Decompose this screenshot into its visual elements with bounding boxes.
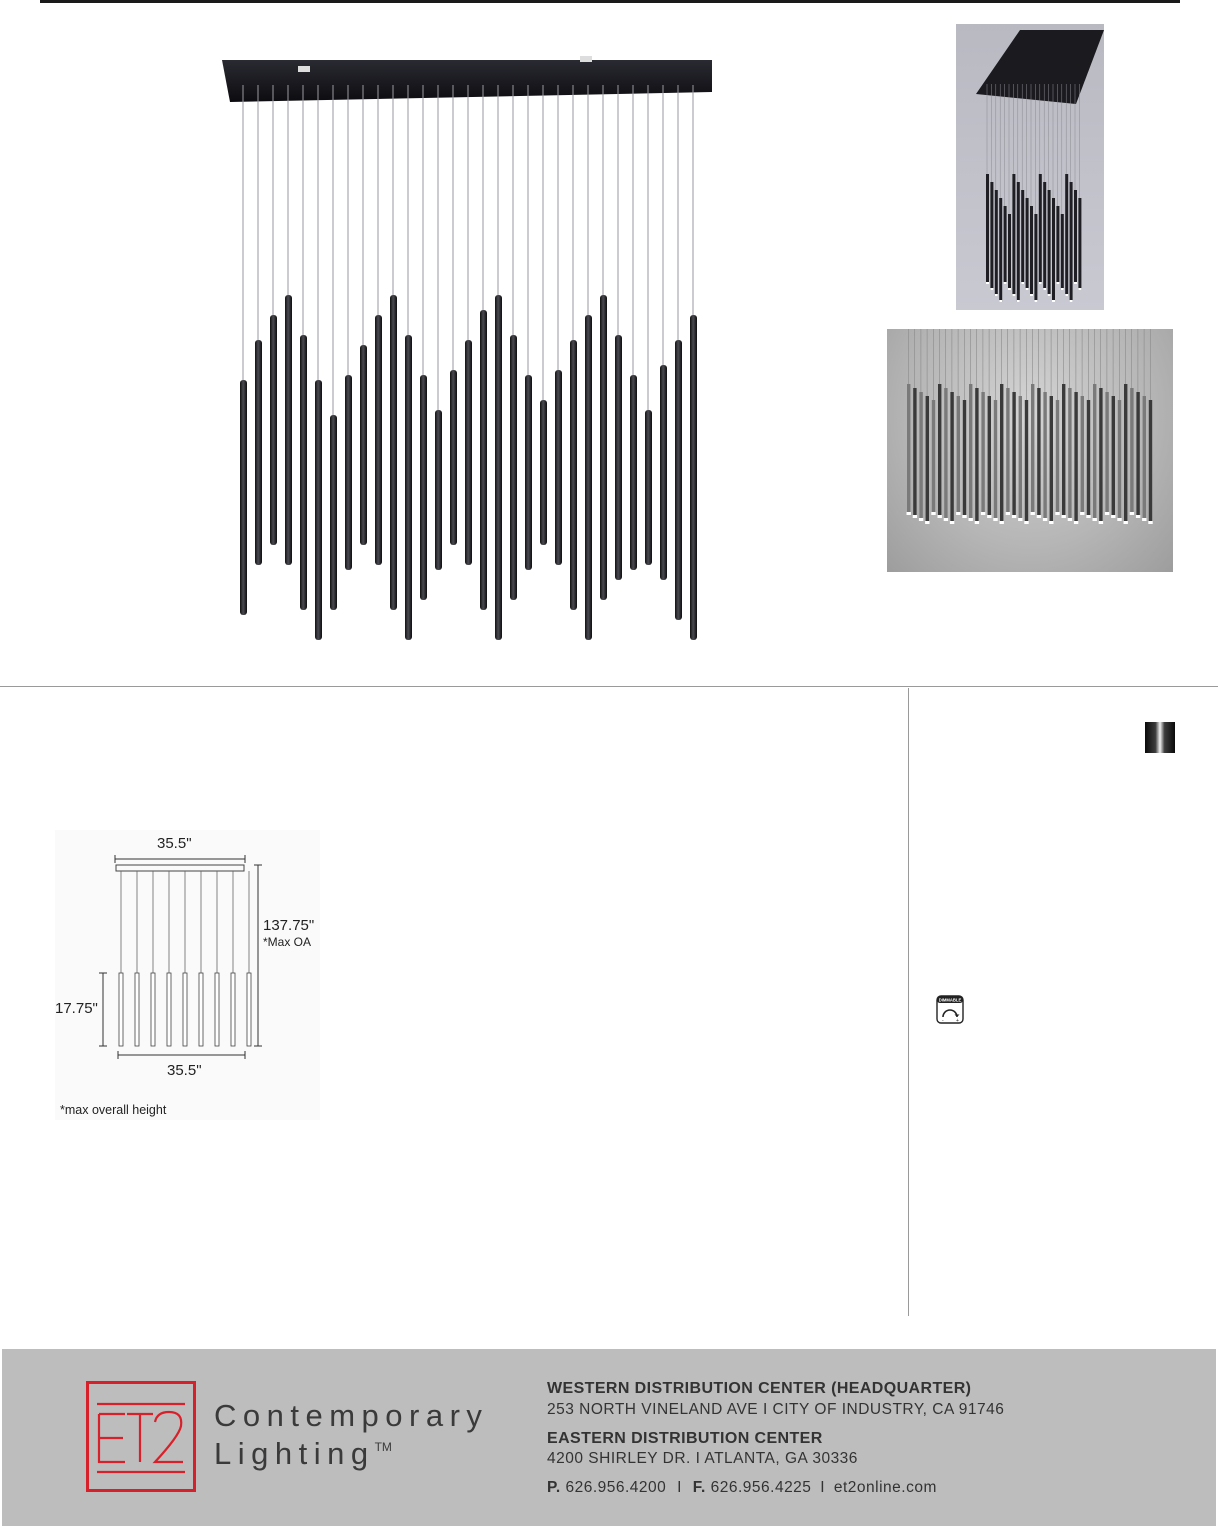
et2-logo bbox=[86, 1381, 196, 1492]
trademark: TM bbox=[374, 1440, 392, 1454]
east-address: 4200 SHIRLEY DR. I ATLANTA, GA 30336 bbox=[547, 1450, 858, 1467]
pendant-rod bbox=[300, 335, 307, 610]
pendant-rod bbox=[315, 380, 322, 640]
west-address: 253 NORTH VINELAND AVE I CITY OF INDUSTRY, CA 91746 bbox=[547, 1401, 1005, 1418]
west-title: WESTERN DISTRIBUTION CENTER (HEADQUARTER) bbox=[547, 1380, 972, 1397]
fax-label: F. bbox=[692, 1479, 706, 1496]
pendant-rod bbox=[420, 375, 427, 600]
dimmable-icon bbox=[936, 995, 964, 1024]
phone-label: P. bbox=[547, 1479, 561, 1496]
phone-number: 626.956.4200 bbox=[565, 1479, 667, 1496]
pendant-rod bbox=[330, 415, 337, 610]
vent-left bbox=[298, 66, 310, 72]
pendant-rod bbox=[630, 375, 637, 570]
pendant-rod bbox=[345, 375, 352, 570]
pendant-rod bbox=[360, 345, 367, 545]
pendant-rod bbox=[660, 365, 667, 580]
pendant-length-label: 17.75" bbox=[55, 1000, 98, 1017]
vent-right bbox=[580, 56, 592, 62]
pendant-rod bbox=[645, 410, 652, 565]
height-max-label: 137.75" bbox=[263, 917, 315, 934]
pendant-rod bbox=[465, 340, 472, 565]
pendant-rod bbox=[495, 295, 502, 640]
pendant-rod bbox=[480, 310, 487, 610]
pendant-rod bbox=[690, 315, 697, 640]
pendant-rod bbox=[585, 315, 592, 640]
finish-swatch bbox=[1145, 722, 1175, 753]
pendant-rod bbox=[510, 335, 517, 600]
pendant-rod bbox=[555, 370, 562, 565]
width-bottom-label: 35.5" bbox=[167, 1062, 202, 1079]
pendant-rod bbox=[540, 400, 547, 545]
pendant-rod bbox=[600, 295, 607, 600]
pendant-rod bbox=[285, 295, 292, 565]
section-divider bbox=[0, 686, 1218, 687]
max-oa-label: *Max OA bbox=[263, 935, 312, 949]
brand-line-1: Contemporary bbox=[214, 1398, 489, 1433]
pendant-rods bbox=[240, 85, 697, 640]
product-main-image bbox=[200, 40, 740, 660]
pendant-rod bbox=[270, 315, 277, 545]
product-photo-room bbox=[887, 329, 1173, 572]
dimension-diagram bbox=[55, 830, 320, 1120]
max-height-note: *max overall height bbox=[60, 1103, 167, 1117]
pendant-rod bbox=[240, 380, 247, 615]
dimmable-icon-label: DIMMABLE bbox=[938, 997, 962, 1003]
pendant-rod bbox=[675, 340, 682, 620]
width-top-label: 35.5" bbox=[157, 835, 192, 852]
pendant-rod bbox=[525, 375, 532, 570]
svg-text:-: - bbox=[942, 1018, 944, 1024]
pendant-rod bbox=[450, 370, 457, 545]
top-rule bbox=[40, 0, 1180, 3]
pendant-rod bbox=[405, 335, 412, 640]
column-divider bbox=[908, 688, 909, 1316]
svg-text:+: + bbox=[956, 1018, 959, 1024]
fax-number: 626.956.4225 bbox=[710, 1479, 812, 1496]
pendant-rod bbox=[375, 315, 382, 565]
brand-line-2 bbox=[214, 1436, 392, 1472]
pendant-rod bbox=[255, 340, 262, 565]
east-title: EASTERN DISTRIBUTION CENTER bbox=[547, 1430, 823, 1447]
brand-line-2-text: Lighting bbox=[214, 1436, 375, 1471]
contact-line: P. 626.956.4200 I F. 626.956.4225 I et2online.com bbox=[547, 1479, 937, 1496]
pendant-rod bbox=[570, 340, 577, 610]
pendant-rod bbox=[615, 335, 622, 580]
pendant-rod bbox=[390, 295, 397, 610]
pendant-rod bbox=[435, 410, 442, 570]
website-link[interactable]: et2online.com bbox=[833, 1479, 937, 1496]
product-photo-lit bbox=[956, 24, 1104, 310]
canopy bbox=[222, 60, 712, 102]
